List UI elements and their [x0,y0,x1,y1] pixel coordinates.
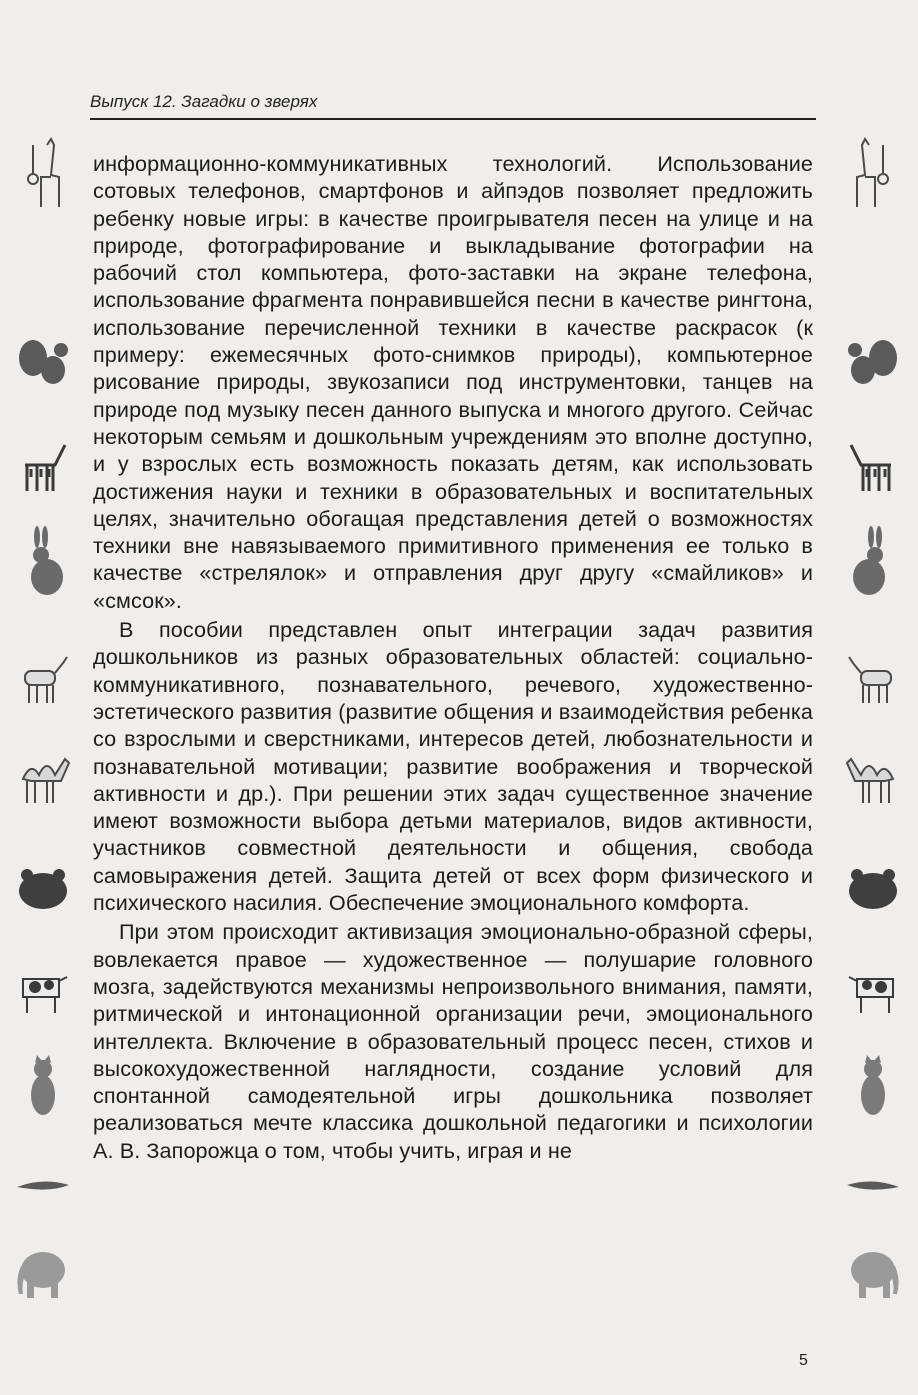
bear-icon [838,840,908,930]
camel-icon [8,730,78,820]
squirrel-icon [8,315,78,405]
zebra-icon [8,420,78,510]
elephant-icon [8,1225,78,1315]
cat-icon [838,1040,908,1130]
body-text [93,150,813,1164]
running-title: Выпуск 12. Загадки о зверях [90,92,318,111]
bear-icon [8,840,78,930]
cow-icon [8,940,78,1030]
paragraph-3: При этом происходит активизация эмоционально-образной сферы, вовлекается правое — художественное — полушарие головного мозга, задействуются механизмы непроизвольного внимания, памяти, ритмической и интонационной организации речи, эмоционального интеллекта. Включение в образовательный процесс песен, стихов и высокохудожественной наглядности, создание условий для спонтанной самодеятельной игры дошкольника позволяет реализоваться мечте классика дошкольной педагогики и психологии А. В. Запорожца о том, чтобы учить, играя и не [93,919,813,1163]
camel-icon [838,730,908,820]
zebra-icon [838,420,908,510]
goat-icon [8,630,78,720]
paragraph-1: информационно-коммуникативных технологий. Использование сотовых телефонов, смартфонов и айпэдов позволяет предложить ребенку новые игры: в качестве проигрывателя песен на улице и на природе, фотографирование и выкладывание фотографии на рабочий стол компьютера, фото-заставки на экране телефона, использование фрагмента понравившейся песни в качестве рингтона, использование перечисленной техники в качестве раскрасок (к примеру: ежемесячных фото-снимков природы), компьютерное рисование природы, звукозаписи под инструментовки, танцев на природе под музыку песен данного выпуска и многого другого. Сейчас некоторым семьям и дошкольным учреждениям это вполне доступно, и у взрослых есть возможность показать детям, как использовать достижения науки и техники в образовательных и воспитательных целях, значительно обогащая представления детей о возможностях техники вне навязываемого примитивного применения ее только в качестве «стрелялок» и отправления друг другу «смайликов» и «смсок». [93,151,813,613]
hare-icon [838,520,908,610]
hare-icon [8,520,78,610]
crocodile-icon [8,1140,78,1230]
elephant-icon [838,1225,908,1315]
page-number: 5 [799,1352,808,1369]
squirrel-icon [838,315,908,405]
header-rule [90,118,816,120]
goat-icon [838,630,908,720]
cow-icon [838,940,908,1030]
giraffe-icon [838,130,908,220]
crocodile-icon [838,1140,908,1230]
giraffe-icon [8,130,78,220]
cat-icon [8,1040,78,1130]
paragraph-2: В пособии представлен опыт интеграции задач развития дошкольников из разных образовательных областей: социально-коммуникативного, познавательного, речевого, художественно-эстетического развития (развитие общения и взаимодействия ребенка со взрослыми и сверстниками, интересов детей, любознательности и познавательной мотивации; развитие воображения и творческой активности и др.). При решении этих задач существенное значение имеют возможности выбора детьми материалов, видов активности, участников совместной деятельности и общения, свобода самовыражения детей. Защита детей от всех форм физического и психического насилия. Обеспечение эмоционального комфорта. [93,617,813,916]
